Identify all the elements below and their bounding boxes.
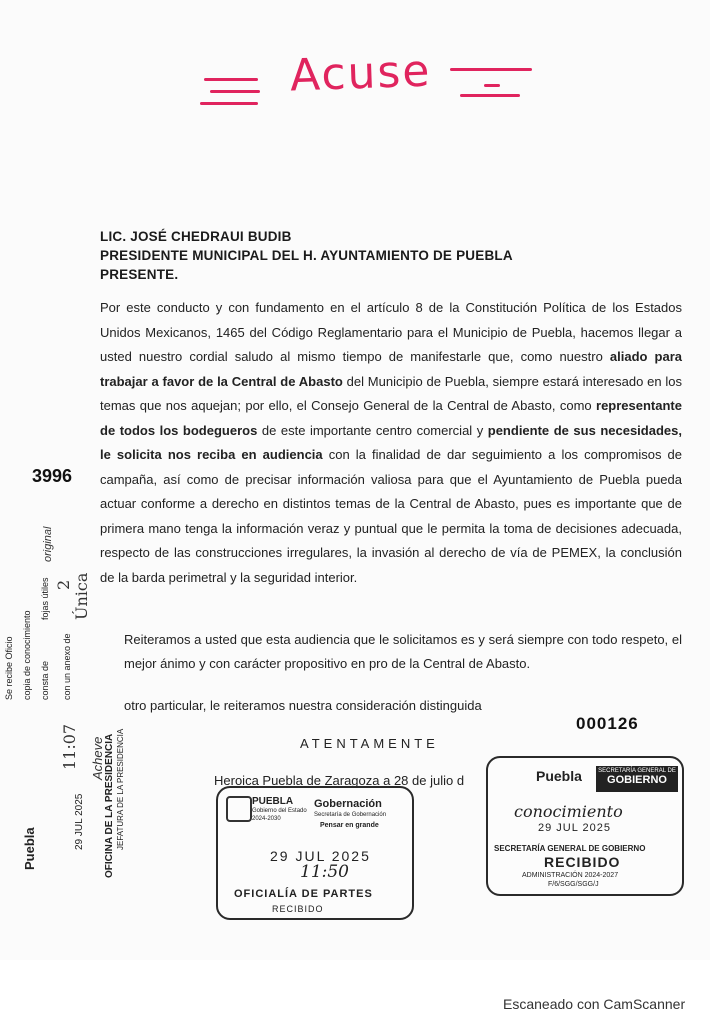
stamp-title-box [596,766,678,792]
body-paragraph-2: Reiteramos a usted que esta audiencia que le solicitamos es y será siempre con todo respeto, el mejor ánimo y con carácter propositivo en pro de la Central de Abasto. [124,632,682,671]
place-date: Heroica Puebla de Zaragoza a 28 de julio d [214,773,465,788]
acuse-annotation: Acuse [289,45,433,102]
stamp-date: 29 JUL 2025 [74,793,85,850]
stamp-title-sub: Secretaría de Gobernación [314,812,387,818]
stamp-line: consta de [40,660,50,700]
handwritten-fojas: 2 [54,579,73,590]
gobernacion-stamp [216,786,414,920]
stamp-title-top: SECRETARÍA GENERAL DE [598,768,676,774]
stamp-title: Gobernación [314,798,382,810]
handwritten-signature: Acheve [90,736,105,780]
stamp-received: RECIBIDO [272,904,324,914]
annotation-mark [200,102,258,105]
shield-icon [226,796,252,822]
stamp-admin: ADMINISTRACIÓN 2024-2027 [522,872,619,879]
camscanner-footer: Escaneado con CamScanner [503,996,686,1012]
addressee-name: LIC. JOSÉ CHEDRAUI BUDIB [100,229,292,244]
stamp-office: OFICIALÍA DE PARTES [234,888,373,900]
stamp-office: SECRETARÍA GENERAL DE GOBIERNO [494,844,646,853]
left-reception-stamp [0,470,125,900]
stamp-office: OFICINA DE LA PRESIDENCIA [104,733,115,878]
stamp-number: 3996 [32,466,73,486]
body-text: del Municipio de Puebla, siempre estará interesado en los temas que nos aquejan; por ello, el Consejo General de la Central de Abasto, como [100,373,682,413]
stamp-brand: PUEBLA [252,796,294,807]
body-paragraph-3: otro particular, le reiteramos nuestra consideración distinguida [124,698,482,713]
stamp-line: copia de conocimiento [22,610,32,700]
body-paragraph-1 [100,296,682,590]
stamp-brand: Puebla [22,827,37,870]
annotation-mark [460,94,520,97]
stamp-line: fojas útiles [40,577,50,620]
body-text: de este importante centro comercial y [257,422,488,438]
handwritten-time: 11:50 [300,862,349,882]
body-text: con la finalidad de dar seguimiento a los compromisos de campaña, así como de precisar información valiosa para que el Ayuntamiento de Puebla pueda actuar conforme a derecho en distintos temas de la Central de Abasto, pues es importante que de primera mano tenga la información veraz y puntual que le permita la toma de decisiones adecuada, respecto de las construcciones irregulares, la invasión al derecho de vía de PEMEX, la conclusión de la barda perimetral y la seguridad interior. [100,447,682,585]
stamp-line: con un anexo de [62,633,72,700]
annotation-mark [450,68,532,71]
stamp-slogan: Pensar en grande [320,822,379,829]
stamp-date: 29 JUL 2025 [270,848,371,864]
addressee-presente: PRESENTE. [100,267,179,282]
body-text: Por este conducto y con fundamento en el artículo 8 de la Constitución Política de los Estados Unidos Mexicanos, 1465 del Código Reglamentario para el Municipio de Puebla, hacemos llegar a usted nuestro cordial saludo al mismo tiempo de manifestarle que, como nuestro [100,300,682,364]
annotation-mark [204,78,258,81]
handwritten-original: original [42,526,54,562]
annotation-mark [484,84,500,87]
body-bold: representante de todos los bodegueros [100,398,682,438]
stamp-code: F/6/SGG/SGG/J [548,881,599,888]
stamp-brand: Puebla [536,768,582,784]
stamp-line: Se recibe Oficio [4,636,14,700]
stamp-years: 2024-2030 [252,816,281,822]
closing: ATENTAMENTE [300,736,439,751]
addressee-title: PRESIDENTE MUNICIPAL DEL H. AYUNTAMIENTO DE PUEBLA [100,248,513,263]
stamp-jefatura: JEFATURA DE LA PRESIDENCIA [116,728,125,850]
handwritten-unica: Única [72,572,91,620]
stamp-received: RECIBIDO [544,854,621,870]
handwritten-time: 11:07 [60,723,79,770]
annotation-mark [210,90,260,93]
stamp-date: 29 JUL 2025 [538,822,611,834]
stamp-title-main: GOBIERNO [607,774,667,786]
secretaria-stamp [486,756,684,896]
folio-number: 000126 [576,714,639,733]
handwritten-conocimiento: conocimiento [514,802,623,821]
body-bold: pendiente de sus necesidades, le solicita nos reciba en audiencia [100,422,682,462]
stamp-sub: Gobierno del Estado [252,808,307,814]
body-bold: aliado para trabajar a favor de la Central de Abasto [100,349,682,389]
